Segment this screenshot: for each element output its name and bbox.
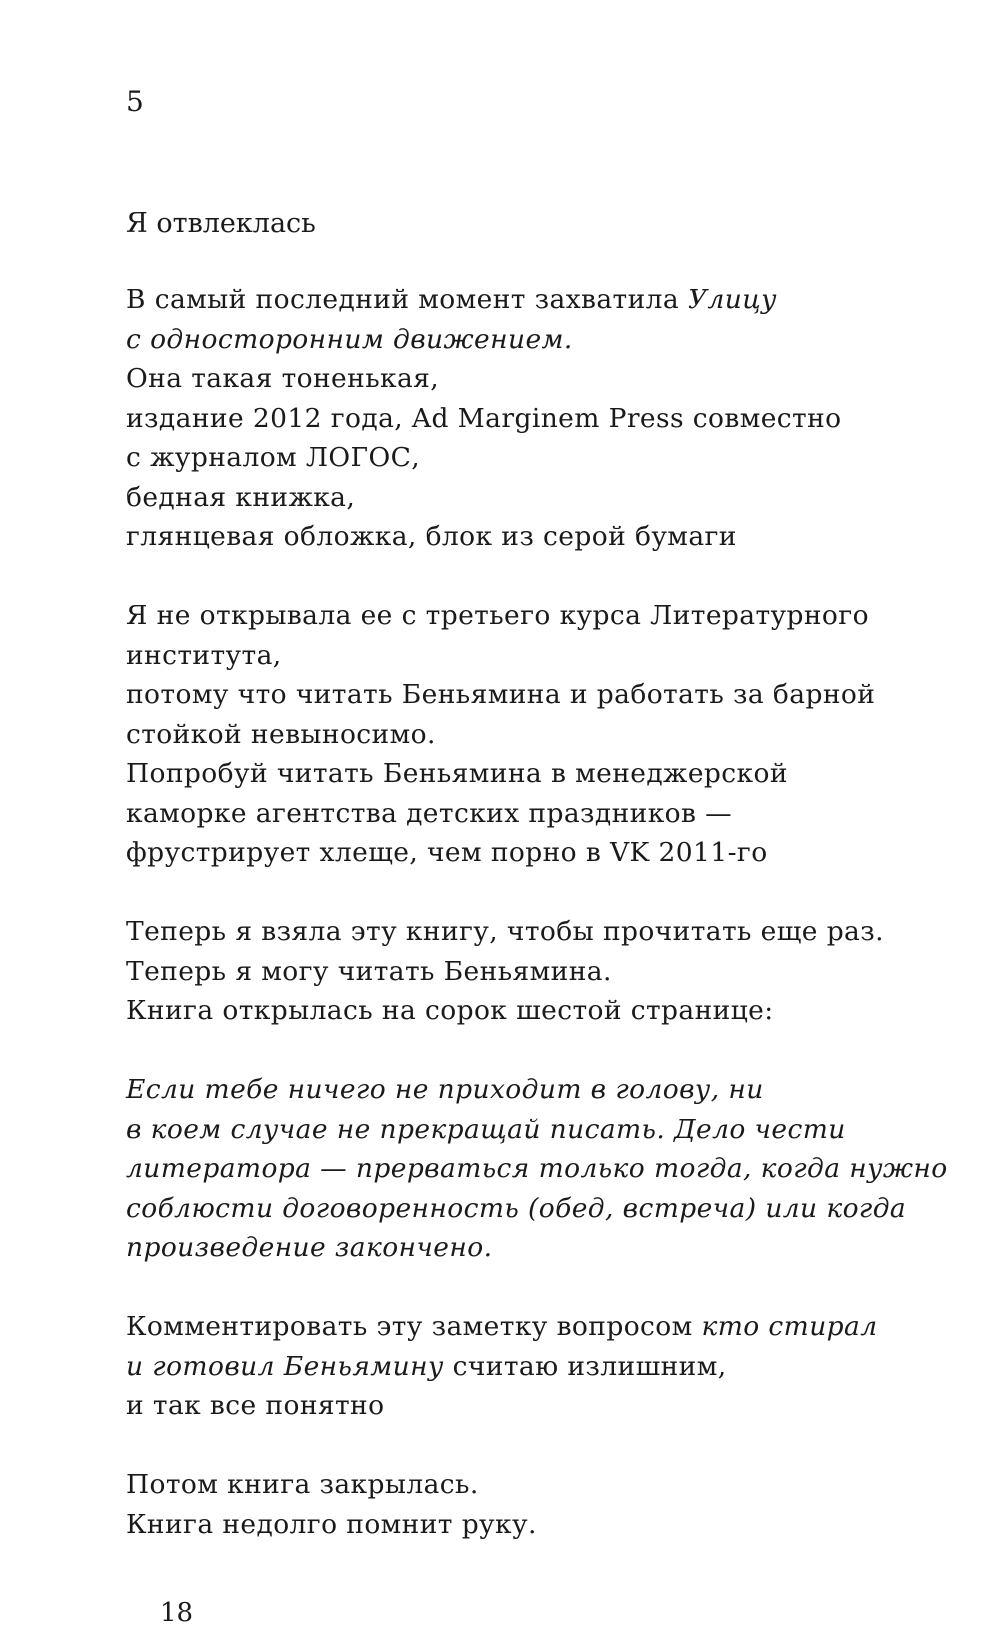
stanza-1 bbox=[126, 280, 946, 557]
italic-phrase: и готовил Беньямину bbox=[126, 1350, 444, 1382]
poem-line bbox=[126, 280, 946, 320]
quotation-line: произведение закончено. bbox=[126, 1232, 493, 1263]
quotation-line: литератора — прерваться только тогда, когда нужно bbox=[126, 1153, 948, 1184]
poem-line: Попробуй читать Беньямина в менеджерской bbox=[126, 758, 788, 789]
poem-line: Она такая тоненькая, bbox=[126, 363, 440, 394]
quotation-line: Если тебе ничего не приходит в голову, ни bbox=[126, 1074, 764, 1105]
stanza-2 bbox=[126, 596, 946, 873]
text-run: В самый последний момент захватила bbox=[126, 284, 688, 315]
poem-line: глянцевая обложка, блок из серой бумаги bbox=[126, 521, 737, 552]
poem-line: каморке агентства детских праздников — bbox=[126, 797, 733, 829]
book-title-italic: с односторонним движением. bbox=[126, 323, 573, 355]
poem-body bbox=[126, 280, 946, 1584]
poem-line: бедная книжка, bbox=[126, 481, 356, 513]
poem-line: фрустрирует хлеще, чем порно в VK 2011-го bbox=[126, 837, 768, 868]
text-run: Комментировать эту заметку вопросом bbox=[126, 1311, 702, 1342]
poem-line: Книга открылась на сорок шестой странице: bbox=[126, 995, 774, 1026]
quotation-line: соблюсти договоренность (обед, встреча) или когда bbox=[126, 1192, 907, 1224]
page-number: 18 bbox=[160, 1598, 194, 1628]
quotation bbox=[126, 1070, 946, 1268]
poem-title: Я отвлеклась bbox=[126, 208, 316, 239]
poem-line: стойкой невыносимо. bbox=[126, 718, 436, 750]
text-run: считаю излишним, bbox=[443, 1350, 727, 1382]
quotation-line: в коем случае не прекращай писать. Дело чести bbox=[126, 1113, 846, 1145]
stanza-5 bbox=[126, 1307, 946, 1426]
section-number: 5 bbox=[126, 85, 144, 118]
poem-line bbox=[126, 1347, 946, 1387]
poem-line bbox=[126, 1307, 946, 1347]
poem-line: Потом книга закрылась. bbox=[126, 1469, 479, 1500]
poem-line: потому что читать Беньямина и работать за барной bbox=[126, 679, 876, 710]
poem-line: с журналом ЛОГОС, bbox=[126, 442, 421, 473]
stanza-3 bbox=[126, 912, 946, 1031]
poem-line: Теперь я могу читать Беньямина. bbox=[126, 955, 612, 987]
poem-line: издание 2012 года, Ad Marginem Press совместно bbox=[126, 402, 842, 434]
poem-line: и так все понятно bbox=[126, 1390, 385, 1421]
poem-line: Теперь я взяла эту книгу, чтобы прочитать еще раз. bbox=[126, 916, 884, 947]
poem-line: института, bbox=[126, 639, 282, 671]
poem-line: Я не открывала ее с третьего курса Литературного bbox=[126, 600, 869, 631]
poem-line: Книга недолго помнит руку. bbox=[126, 1508, 537, 1540]
italic-phrase: кто стирал bbox=[701, 1311, 878, 1342]
book-title-italic: Улицу bbox=[687, 284, 777, 315]
stanza-6 bbox=[126, 1465, 946, 1544]
